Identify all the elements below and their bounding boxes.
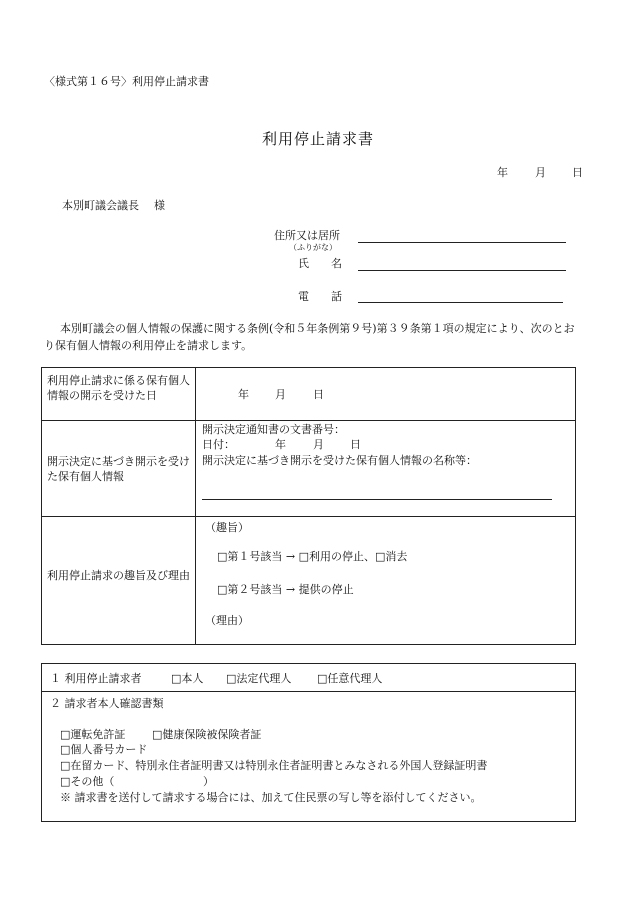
header-date-day: 日 — [572, 166, 583, 179]
phone-label: 電 話 — [298, 290, 342, 303]
address-label: 住所又は居所 — [274, 229, 340, 242]
requester-type-legal-agent[interactable]: □法定代理人 — [226, 672, 292, 685]
purpose-heading: （趣旨） — [205, 521, 249, 534]
id-documents-heading: ２ 請求者本人確認書類 — [50, 697, 164, 710]
request-details-table — [41, 367, 576, 645]
header-date-month: 月 — [535, 166, 546, 179]
table2-row-divider — [42, 691, 575, 692]
id-my-number-card[interactable]: □個人番号カード — [60, 743, 148, 756]
form-number-label: 〈様式第１６号〉利用停止請求書 — [44, 75, 209, 88]
page-title: 利用停止請求書 — [262, 130, 375, 148]
addressee: 本別町議会議長 — [62, 199, 139, 212]
disclosure-date-year: 年 — [238, 388, 249, 401]
requester-type-voluntary-agent[interactable]: □任意代理人 — [317, 672, 383, 685]
info-name-label: 開示決定に基づき開示を受けた保有個人情報の名称等： — [202, 454, 477, 467]
decision-date-day: 日 — [350, 438, 361, 451]
furigana-label: （ふりがな） — [289, 243, 337, 252]
name-label: 氏 名 — [298, 257, 342, 270]
requester-type-table — [41, 663, 576, 822]
address-field[interactable] — [358, 242, 566, 243]
id-other-close: ） — [203, 775, 214, 788]
reason-heading: （理由） — [205, 614, 249, 627]
name-field[interactable] — [358, 270, 566, 271]
decision-date-label: 日付： — [202, 438, 235, 451]
disclosed-info-label: 開示決定に基づき開示を受けた保有個人情報 — [47, 455, 190, 483]
disclosure-date-label: 利用停止請求に係る保有個人情報の開示を受けた日 — [47, 374, 190, 402]
table1-row-divider — [42, 420, 575, 421]
id-other[interactable]: □その他（ — [60, 775, 115, 788]
id-health-insurance[interactable]: □健康保険被保険者証 — [152, 728, 262, 741]
disclosure-date-day: 日 — [313, 388, 324, 401]
requester-type-self[interactable]: □本人 — [171, 672, 204, 685]
purpose-option-2[interactable]: □第２号該当 → 提供の停止 — [217, 583, 354, 596]
purpose-reason-label: 利用停止請求の趣旨及び理由 — [47, 569, 190, 582]
id-residence-card[interactable]: □在留カード、特別永住者証明書又は特別永住者証明書とみなされる外国人登録証明書 — [60, 759, 488, 772]
addressee-honorific: 様 — [154, 199, 165, 212]
disclosure-date-month: 月 — [275, 388, 286, 401]
table1-row-divider — [42, 516, 575, 517]
table1-column-divider — [195, 368, 196, 644]
document-number-label: 開示決定通知書の文書番号： — [202, 423, 345, 436]
decision-date-month: 月 — [313, 438, 324, 451]
purpose-option-1[interactable]: □第１号該当 → □利用の停止、□消去 — [217, 550, 408, 563]
phone-field[interactable] — [358, 302, 563, 303]
id-drivers-license[interactable]: □運転免許証 — [60, 728, 126, 741]
mail-request-note: ※ 請求書を送付して請求する場合には、加えて住民票の写し等を添付してください。 — [60, 791, 482, 804]
requester-type-label: １ 利用停止請求者 — [50, 672, 142, 685]
decision-date-year: 年 — [275, 438, 286, 451]
intro-paragraph: 本別町議会の個人情報の保護に関する条例(令和５年条例第９号)第３９条第１項の規定により、次のとおり保有個人情報の利用停止を請求します。 — [44, 322, 575, 352]
info-name-field[interactable] — [202, 499, 552, 500]
header-date-year: 年 — [497, 166, 508, 179]
